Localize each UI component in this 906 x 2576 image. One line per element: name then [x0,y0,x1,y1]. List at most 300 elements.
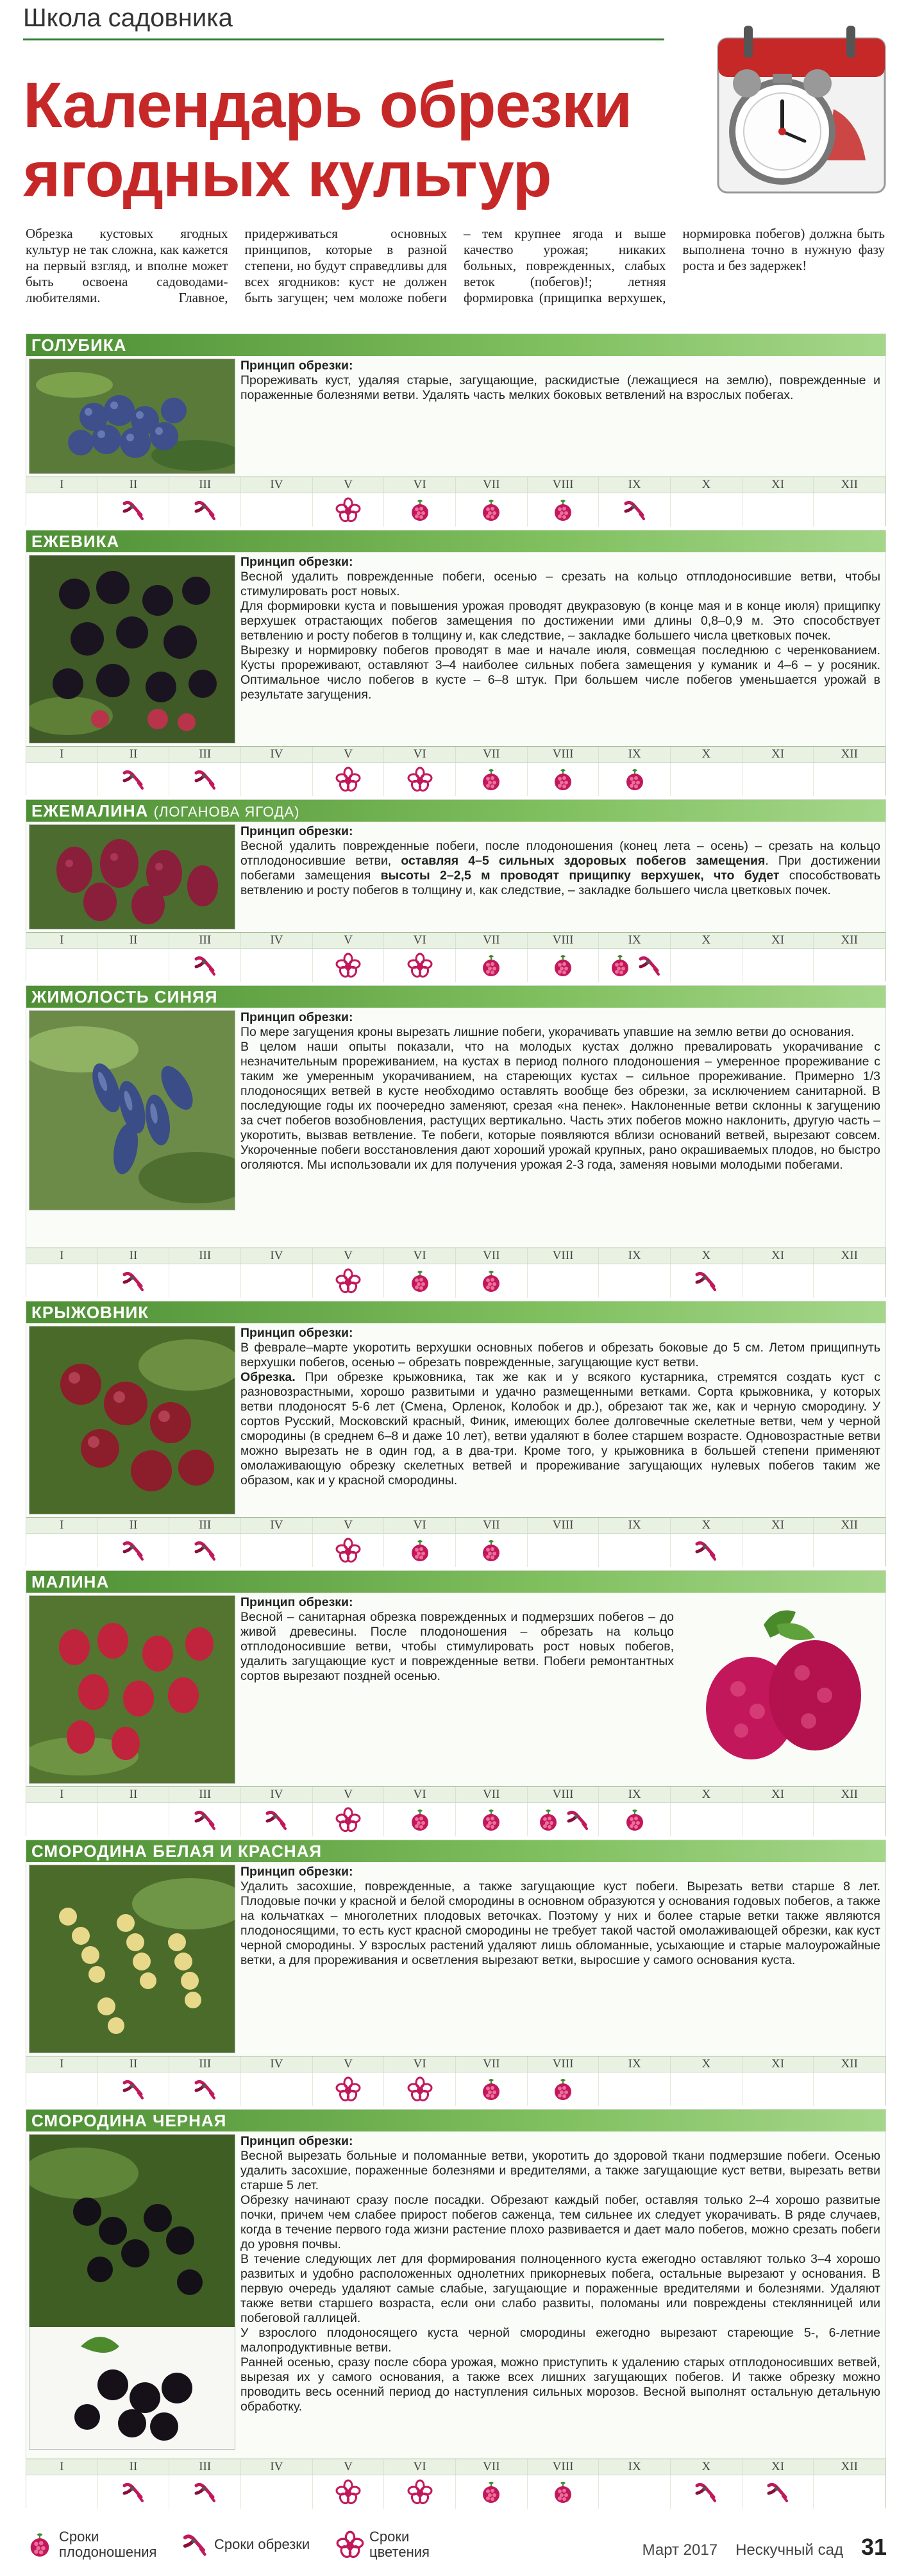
month-label: XI [742,2459,814,2475]
month-label: VII [456,1248,528,1264]
month-icon-row [26,949,885,982]
month-grid [26,1517,885,1566]
month-cell [241,1803,313,1836]
month-label: VII [456,2459,528,2475]
pruning-icon [693,1268,719,1294]
month-cell [384,1264,456,1298]
pruning-icon [192,767,218,792]
fruiting-icon [407,1538,433,1563]
month-cell [169,2072,241,2106]
black-currant-photo [29,2134,235,2450]
month-label: X [671,477,742,493]
month-cell [26,763,98,796]
month-label: XII [814,933,885,948]
flowering-icon [335,1807,361,1833]
month-grid [26,2056,885,2105]
month-label: III [169,1787,241,1802]
month-cell [313,1534,385,1567]
section-name: МАЛИНА [31,1572,110,1591]
month-label: II [98,477,170,493]
month-label: IX [599,747,671,762]
month-label: III [169,477,241,493]
flowering-icon [335,953,361,978]
section-black-currant [26,2109,886,2508]
month-label: VIII [528,2459,600,2475]
month-label: IV [241,1248,313,1264]
section-red-white-currant [26,1840,886,2105]
month-cell [456,949,528,982]
month-label: III [169,933,241,948]
month-cell [313,763,385,796]
month-label: X [671,1248,742,1264]
section-title [26,1571,885,1593]
month-cell [26,2475,98,2509]
section-raspberry [26,1570,886,1836]
month-label: II [98,747,170,762]
month-label: IV [241,747,313,762]
month-cell [671,2072,742,2106]
month-grid [26,1248,885,1297]
month-label: VIII [528,1518,600,1533]
month-cell [742,1264,814,1298]
month-cell [599,2072,671,2106]
month-label: XII [814,1787,885,1802]
section-name: СМОРОДИНА ЧЕРНАЯ [31,2111,227,2130]
month-label: IX [599,1248,671,1264]
month-label: IV [241,933,313,948]
month-header-row [26,1787,885,1803]
month-label: I [26,2459,98,2475]
month-label: III [169,747,241,762]
month-cell [528,1803,600,1836]
month-label: XII [814,477,885,493]
month-header-row [26,747,885,763]
magazine-name: Нескучный сад [735,2541,843,2559]
pruning-icon [637,953,662,978]
title-line-1: Календарь обрезки [23,69,632,141]
raspberry-photo [29,1595,235,1784]
month-cell [814,1534,885,1567]
principle-text-b: оставляя 4–5 сильных здоровых побегов замещения [401,854,766,868]
pruning-icon [192,953,218,978]
month-label: IX [599,1518,671,1533]
section-name: СМОРОДИНА БЕЛАЯ И КРАСНАЯ [31,1842,323,1861]
month-cell [313,2475,385,2509]
month-cell [169,2475,241,2509]
flowering-icon [407,2076,433,2102]
month-label: II [98,2056,170,2072]
month-label: VI [384,2056,456,2072]
month-label: VII [456,477,528,493]
month-cell [26,949,98,982]
month-cell [528,949,600,982]
month-header-row [26,2459,885,2475]
pruning-principle [240,1326,880,1488]
month-cell [671,1534,742,1567]
month-cell [313,1264,385,1298]
blackberry-photo [29,555,235,743]
month-cell [456,1264,528,1298]
month-cell [26,1264,98,1298]
month-icon-row [26,493,885,527]
month-label: III [169,2056,241,2072]
month-cell [456,2475,528,2509]
pruning-icon [121,767,146,792]
month-label: VII [456,2056,528,2072]
fruiting-icon [550,953,576,978]
month-cell [98,763,170,796]
month-cell [671,493,742,527]
month-cell [384,1534,456,1567]
section-name: КРЫЖОВНИК [31,1303,149,1322]
pruning-principle [240,1595,674,1684]
principle-text-5: Ранней осенью, сразу после сбора урожая, можно приступить к удалению старых отплодоносивших ветвей, вырезая их у самого основания, а также всех лишних загущающих побегов. И также обрезку можно проводить весь осенний период до наступления сильных морозов. Весной выполнят остальную детальную обработку. [240,2355,880,2414]
month-cell [241,493,313,527]
month-cell [169,1803,241,1836]
principle-text-2: В целом наши опыты показали, что на молодых кустах должно превалировать укорачивание с незначительным прореживанием, на кустах в период полного плодоношения – умеренное прореживание с таким же умеренным укорачиванием, на стареющих кустах – сильное прореживание. Примерно 1/3 плодоносящих ветвей в кусте необходимо оставлять вообще без обрезки, за исключением санитарной. В последующие годы их поочередно заменяют, срезая «на пенек». Наклоненные ветви склонны к загущению за счет побегов возобновления, растущих вертикально. Часть этих побегов можно наклонить, другую часть – укоротить, вызвав ветвление. Те побеги, которые появляются вблизи оснований ветвей, вырезают совсем. Укороченные побеги восстановления дают хороший урожай крупных, рано окрашиваемых плодов, но быстро оголяются. Мы использовали их для получения урожая 2-3 года, заменяя новыми молодыми побегами. [240,1040,880,1172]
month-label: XI [742,2056,814,2072]
month-cell [241,2072,313,2106]
principle-text-2: Обрезку начинают сразу после посадки. Обрезают каждый побег, оставляя только 2–4 хорошо развитые почки, причем чем слабее прирост побегов саженца, тем сильнее их следует укорачивать. В ряде случаев, когда в течение первого года жизни растение плохо развивается и дает мало побегов, можно срезать побеги до уровня почвы. [240,2193,880,2251]
section-blackberry [26,530,886,795]
month-label: XII [814,2459,885,2475]
alarm-clock-icon [692,13,898,205]
section-blueberry [26,334,886,526]
pruning-icon [622,497,648,523]
month-icon-row [26,2475,885,2509]
month-label: I [26,1248,98,1264]
section-subtitle: (ЛОГАНОВА ЯГОДА) [153,804,300,820]
section-name: ЕЖЕМАЛИНА [31,801,149,820]
month-cell [98,1264,170,1298]
fruiting-icon [478,1807,504,1833]
month-cell [169,493,241,527]
fruiting-icon [478,953,504,978]
page-title [23,71,696,209]
month-label: VII [456,1518,528,1533]
month-icon-row [26,2072,885,2106]
flowering-icon [335,2076,361,2102]
principle-text-2: Для формировки куста и повышения урожая проводят двукразовую (в конце мая и в конце июля) прищипку верхушек отрастающих побегов замещения по достижении ими длины 0,8–0,9 м. Это способствует ветвлению и росту побегов в толщину и, как следствие, – закладке большего числа цветковых почек. [240,599,880,643]
month-label: X [671,933,742,948]
month-label: III [169,2459,241,2475]
month-cell [456,1534,528,1567]
month-label: I [26,477,98,493]
month-cell [599,1264,671,1298]
section-name: ЖИМОЛОСТЬ СИНЯЯ [31,987,218,1006]
month-grid [26,746,885,795]
legend-pruning [181,2530,310,2559]
month-label: VIII [528,1248,600,1264]
page-footer [642,2534,887,2561]
month-icon-row [26,1803,885,1836]
month-cell [313,949,385,982]
month-label: IV [241,1518,313,1533]
month-cell [742,763,814,796]
principle-label: Принцип обрезки: [240,2134,353,2148]
principle-text: Прореживать куст, удаляя старые, загущающие, раскидистые (лежащиеся на землю), поврежденные и пораженные болезнями ветви. Удалять часть мелких боковых ветвлений на взрослых побегах. [240,373,880,402]
month-grid [26,932,885,981]
month-label: XI [742,1248,814,1264]
pruning-icon [121,1538,146,1563]
calendar-clock-illustration [692,13,898,205]
section-title [26,1301,885,1323]
month-cell [456,763,528,796]
fruiting-icon [535,1807,561,1833]
month-cell [742,493,814,527]
legend-fruiting-label: Сроки плодоношения [59,2529,157,2560]
month-cell [98,493,170,527]
month-label: XI [742,477,814,493]
month-cell [241,2475,313,2509]
pruning-principle [240,2134,880,2414]
month-label: II [98,1248,170,1264]
month-label: VI [384,933,456,948]
fruiting-icon [622,767,648,792]
month-cell [384,1803,456,1836]
principle-label: Принцип обрезки: [240,1595,353,1609]
pruning-icon [121,1268,146,1294]
month-label: VIII [528,747,600,762]
month-cell [26,493,98,527]
month-label: V [313,2459,385,2475]
month-cell [456,493,528,527]
month-cell [742,1803,814,1836]
month-cell [169,949,241,982]
principle-text-b: Обрезка. [240,1370,296,1384]
section-gooseberry [26,1301,886,1566]
rubric-label: Школа садовника [23,4,233,32]
month-cell [599,493,671,527]
fruiting-icon [478,2479,504,2505]
section-title [26,1840,885,1862]
month-cell [456,1803,528,1836]
month-cell [742,2475,814,2509]
principle-text-3: Вырезку и нормировку побегов проводят в мае и начале июля, совмещая последнюю с черенкованием. Кусты прореживают, оставляют 3–4 наиболее сильных побега замещения у куманик и 4–6 – у росяник. Оптимальное число побегов в кусте – 6–8 штук. При большем числе побегов уменьшается урожай в результате загущения. [240,643,880,702]
principle-text-1: Весной удалить поврежденные побеги, осенью – срезать на кольцо отплодоносившие ветви, чтобы стимулировать рост новых. [240,570,880,598]
fruiting-icon [478,767,504,792]
month-header-row [26,477,885,493]
month-label: XII [814,747,885,762]
month-cell [241,949,313,982]
pruning-icon [121,2479,146,2505]
flowering-icon [336,2530,364,2559]
month-label: II [98,2459,170,2475]
month-label: X [671,2056,742,2072]
month-cell [241,763,313,796]
flowering-icon [407,2479,433,2505]
fruiting-icon [407,497,433,523]
pruning-icon [121,497,146,523]
flowering-icon [407,953,433,978]
page-number: 31 [860,2534,887,2560]
pruning-icon [693,2479,719,2505]
section-loganberry [26,799,886,981]
month-cell [384,493,456,527]
month-grid [26,1786,885,1836]
principle-text-d: высоты 2–2,5 м проводят прищипку верхушек, что будет [380,869,780,883]
month-label: X [671,1787,742,1802]
fruiting-icon [26,2530,54,2559]
legend-pruning-label: Сроки обрезки [214,2536,310,2552]
month-cell [528,2475,600,2509]
month-label: V [313,1787,385,1802]
month-cell [384,2475,456,2509]
month-cell [384,763,456,796]
month-label: XI [742,747,814,762]
pruning-icon [264,1807,289,1833]
month-cell [814,1803,885,1836]
pruning-principle [240,824,880,898]
month-label: I [26,2056,98,2072]
principle-text: Весной – санитарная обрезка поврежденных и подмерзших побегов – до живой древесины. После плодоношения – обрезать на кольцо отплодоносившие ветви, чтобы стимулировать рост новых побегов, удалить загущающие куст и поврежденные ветви. Побеги ремонтантных сортов вырезают поздней осенью. [240,1610,674,1683]
month-label: V [313,1248,385,1264]
month-cell [98,2072,170,2106]
month-cell [814,493,885,527]
month-cell [742,1534,814,1567]
fruiting-icon [478,1538,504,1563]
month-cell [26,1803,98,1836]
section-title [26,800,885,822]
month-label: II [98,1518,170,1533]
month-label: V [313,1518,385,1533]
fruiting-icon [478,1268,504,1294]
section-title [26,334,885,356]
month-label: IV [241,2459,313,2475]
month-label: XII [814,1518,885,1533]
month-cell [599,2475,671,2509]
principle-text-a: Весной удалить поврежденные побеги, после плодоношения (конец лета – осень) – срезать на кольцо отплодоносившие ветви, [240,839,880,868]
title-line-2: ягодных культур [23,139,551,210]
month-cell [241,1264,313,1298]
month-cell [671,2475,742,2509]
month-cell [814,1264,885,1298]
pruning-icon [192,2076,218,2102]
month-cell [98,1803,170,1836]
month-label: IV [241,477,313,493]
gooseberry-photo [29,1326,235,1514]
month-header-row [26,933,885,949]
fruiting-icon [622,1807,648,1833]
month-label: XII [814,2056,885,2072]
section-title [26,986,885,1008]
month-cell [599,1534,671,1567]
legend-flowering-label: Сроки цветения [369,2529,430,2560]
fruiting-icon [550,2076,576,2102]
month-cell [742,949,814,982]
principle-text-c: При обрезке крыжовника, так же как и у всякого кустарника, стремятся создать куст с разновозрастными, хорошо развитыми и удачно размещенными ветками. Сорта крыжовника, у которых ветви плодоносят 5-6 лет (Смена, Орленок, Колобок и др.), обрезают так же, как и черную смородину. У сортов Русский, Московский красный, Финик, имеющих более долговечные скелетные ветви, чем у черной смородины (в среднем 6–8 и даже 10 лет), ветви удаляют в более старшем возрасте. Одновозрастные ветви можно вырезать не в один год, а в два-три. Кроме того, у крыжовника в большей степени применяют омолаживающую обрезку скелетных ветвей и прореживание загущающих нулевых побегов таким же образом, как и у красной смородины. [240,1370,880,1487]
month-cell [456,2072,528,2106]
month-label: IV [241,2056,313,2072]
month-cell [384,949,456,982]
fruiting-icon [550,497,576,523]
month-cell [241,1534,313,1567]
fruiting-icon [478,2076,504,2102]
month-cell [169,1534,241,1567]
month-label: V [313,933,385,948]
legend-flowering [336,2529,466,2560]
month-cell [814,949,885,982]
month-cell [671,1803,742,1836]
month-label: VII [456,747,528,762]
raspberry-illustration [680,1599,873,1779]
principle-text-c: . При достижении побегами замещения [240,854,880,883]
month-cell [169,1264,241,1298]
month-header-row [26,1518,885,1534]
month-cell [671,949,742,982]
month-cell [313,493,385,527]
month-label: VIII [528,477,600,493]
month-grid [26,2459,885,2508]
principle-label: Принцип обрезки: [240,1865,353,1879]
month-label: VI [384,747,456,762]
pruning-icon [565,1807,591,1833]
pruning-icon [765,2479,791,2505]
month-label: I [26,1787,98,1802]
pruning-principle [240,555,880,702]
month-icon-row [26,1534,885,1567]
month-label: II [98,1787,170,1802]
principle-text: Удалить засохшие, поврежденные, а также загущающие куст побеги. Вырезать ветви старше 8 лет. Плодовые почки у красной и белой смородины в основном образуются у основания годовых побегов, а также на кольчатках – многолетних плодовых веточках. Поэтому у них и более старые ветки также являются плодоносящими, то есть куст красной смородины не требует такой частой омолаживающей обрезки, как куст черной смородины. У взрослых растений удаляют лишь обломанные, усыхающие и старые малоурожайные ветки, а для прореживания и осветления вырезают ветки, выросшие у самого основания куста. [240,1879,880,1967]
pruning-icon [192,2479,218,2505]
month-cell [98,2475,170,2509]
principle-label: Принцип обрезки: [240,555,353,569]
issue-date: Март 2017 [642,2541,718,2559]
month-cell [313,1803,385,1836]
month-cell [528,1534,600,1567]
white-currant-photo [29,1865,235,2053]
month-label: I [26,1518,98,1533]
month-cell [313,2072,385,2106]
principle-label: Принцип обрезки: [240,1010,353,1024]
rubric-divider [23,38,664,40]
month-label: I [26,747,98,762]
month-label: VI [384,1787,456,1802]
principle-text-a: В феврале–марте укоротить верхушки основных побегов и обрезать боковые до 5 см. Летом прищипнуть верхушки побегов, осенью – обрезать поврежденные, загущающие куст ветви. [240,1341,880,1369]
month-cell [528,763,600,796]
month-cell [814,763,885,796]
month-cell [98,1534,170,1567]
pruning-icon [192,497,218,523]
month-label: IX [599,1787,671,1802]
pruning-icon [693,1538,719,1563]
month-label: IX [599,2459,671,2475]
month-label: VIII [528,933,600,948]
fruiting-icon [607,953,633,978]
month-label: XI [742,1787,814,1802]
section-title [26,2110,885,2131]
month-label: VI [384,477,456,493]
section-name: ГОЛУБИКА [31,335,127,355]
fruiting-icon [407,1807,433,1833]
month-label: VI [384,1248,456,1264]
principle-text-1: По мере загущения кроны вырезать лишние побеги, укорачивать упавшие на землю ветви до основания. [240,1025,855,1039]
fruiting-icon [407,1268,433,1294]
month-grid [26,477,885,526]
month-label: IX [599,933,671,948]
flowering-icon [335,767,361,792]
month-label: XI [742,933,814,948]
month-icon-row [26,763,885,796]
pruning-icon [192,1538,218,1563]
month-label: VIII [528,1787,600,1802]
flowering-icon [335,2479,361,2505]
honeysuckle-photo [29,1010,235,1210]
pruning-icon [181,2530,209,2559]
month-label: X [671,2459,742,2475]
month-cell [599,1803,671,1836]
principle-text-3: В течение следующих лет для формирования полноценного куста ежегодно оставляют только 3–4 хорошо развитых и удобно расположенных однолетних прикорневых побега, остальные вырезают у основания. В первую очередь удаляют самые слабые, загущающие и пораженные вредителями и болезнями. Удаляют также ветви старшего возраста, если они слабо развиты, поломаны или повреждены стеклянницей или побеговой галлицей. [240,2252,880,2325]
